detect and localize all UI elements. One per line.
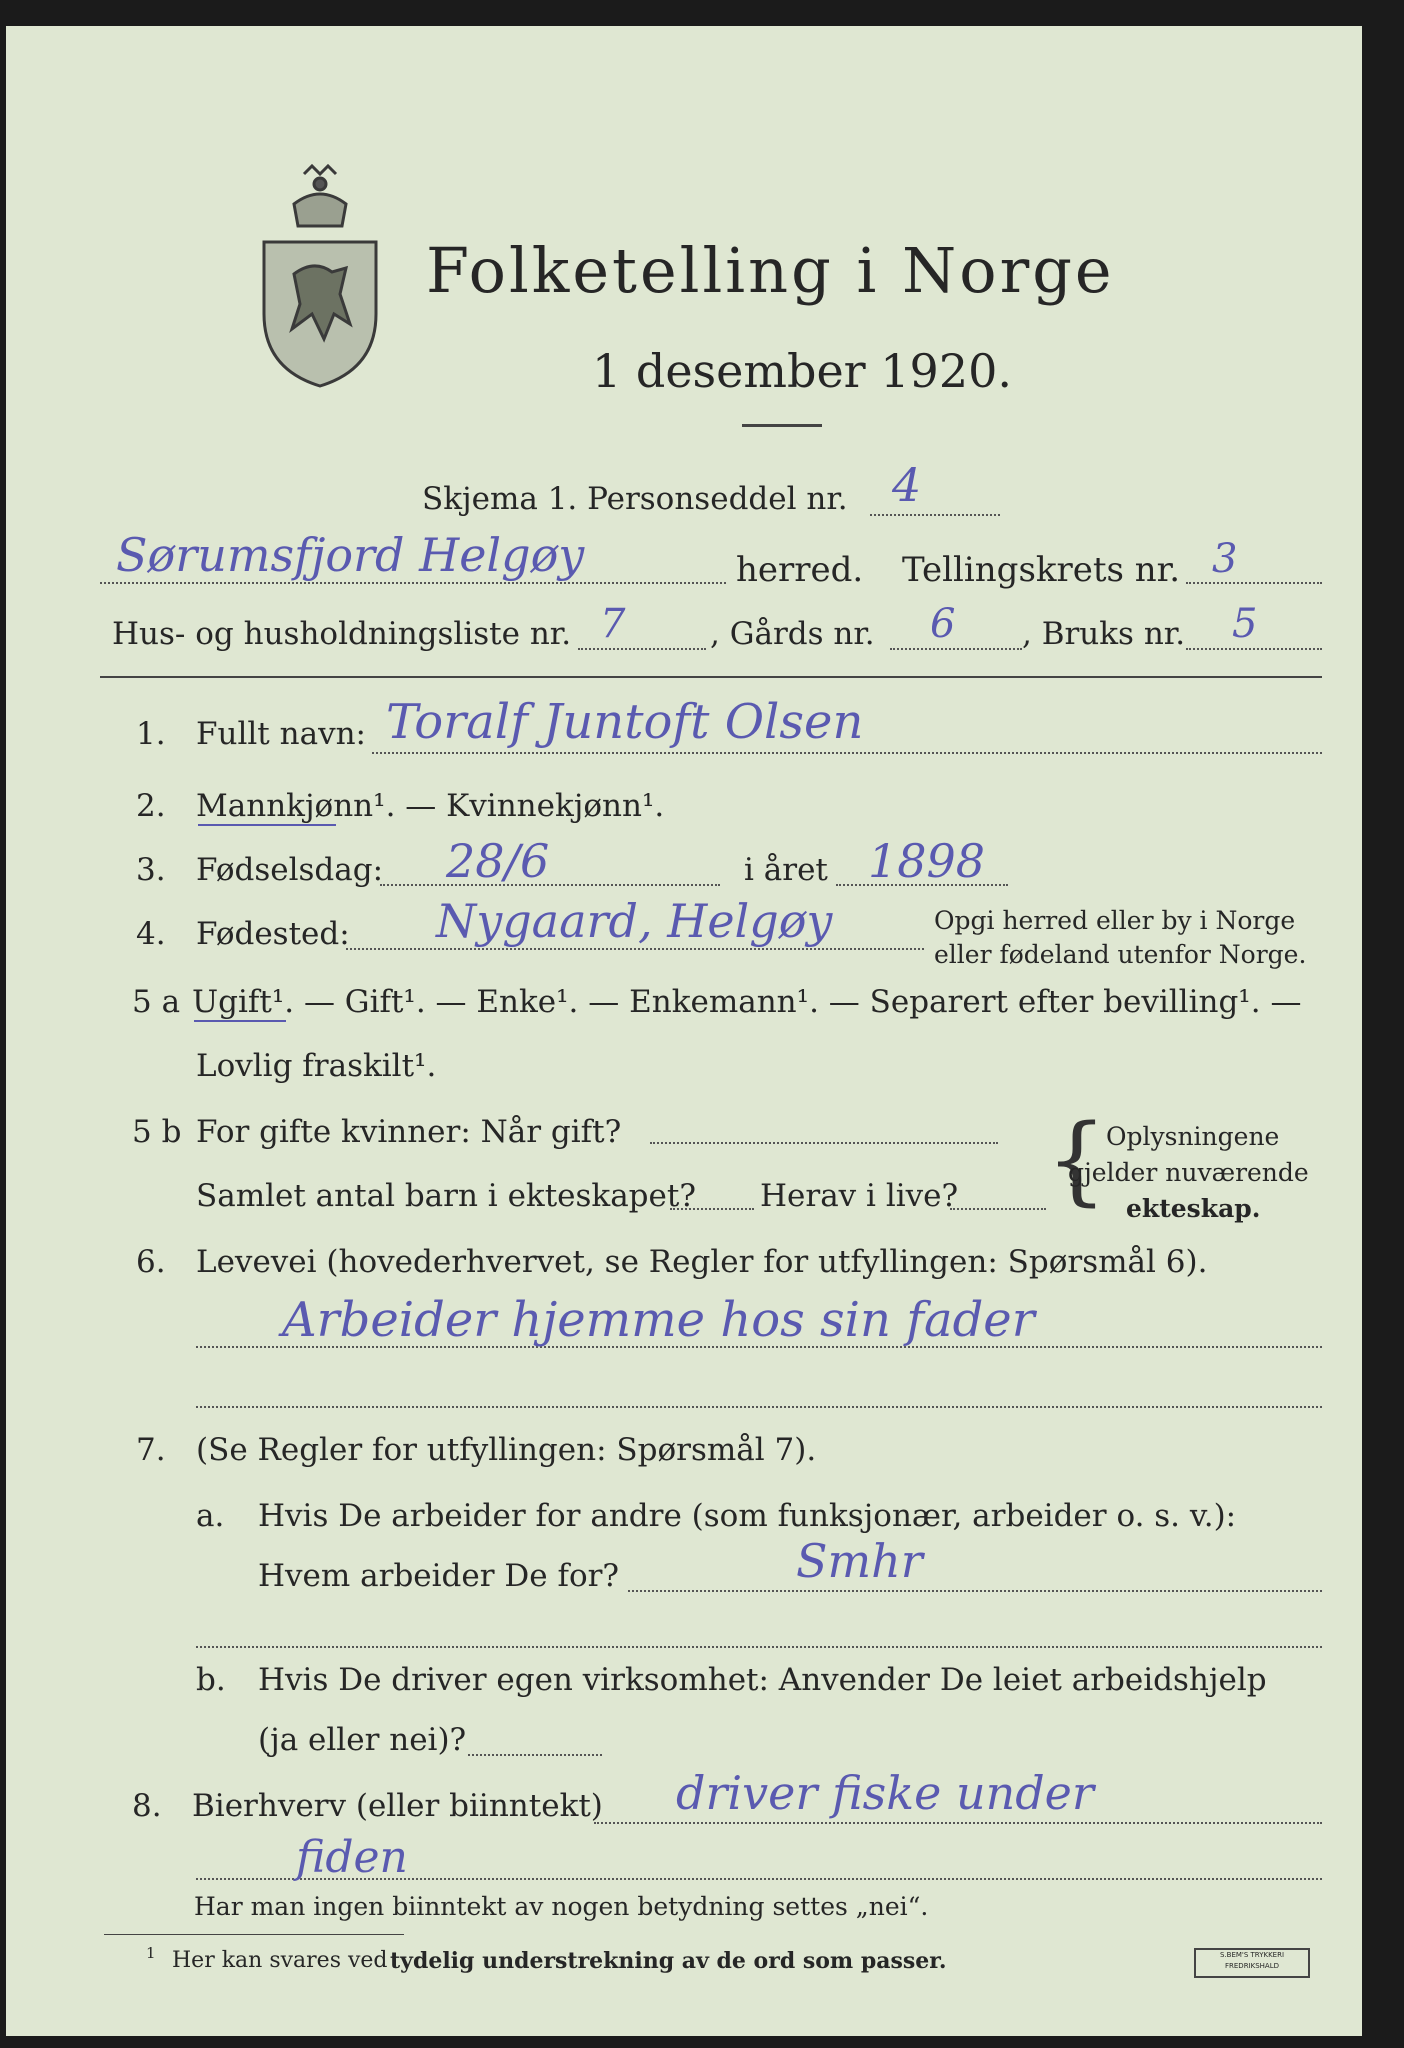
q7b-letter: b. xyxy=(196,1662,226,1698)
q4-label: Fødested: xyxy=(196,916,350,952)
q3-year-value[interactable]: 1898 xyxy=(868,834,986,888)
q6-label: Levevei (hovederhvervet, se Regler for utfyllingen: Spørsmål 6). xyxy=(196,1244,1208,1280)
q7a-label-1: Hvis De arbeider for andre (som funksjonær, arbeider o. s. v.): xyxy=(258,1498,1237,1534)
q8-number: 8. xyxy=(132,1788,162,1824)
q4-hint-line-1: Opgi herred eller by i Norge xyxy=(934,906,1296,935)
q8-line-1 xyxy=(594,1822,1322,1824)
q2-underline-mark xyxy=(198,824,336,826)
hus-label: Hus- og husholdningsliste nr. xyxy=(112,616,572,652)
q4-hint-line-2: eller fødeland utenfor Norge. xyxy=(934,940,1307,969)
q7-number: 7. xyxy=(136,1432,166,1468)
q4-birthplace-value[interactable]: Nygaard, Helgøy xyxy=(436,894,833,948)
title-divider xyxy=(742,424,822,427)
header-divider xyxy=(100,676,1322,678)
q7b-label-2: (ja eller nei)? xyxy=(258,1722,467,1758)
gards-nr-value[interactable]: 6 xyxy=(930,601,956,647)
q7a-line-1 xyxy=(628,1590,1322,1592)
q7a-label-2: Hvem arbeider De for? xyxy=(258,1558,620,1594)
q6-occupation-value[interactable]: Arbeider hjemme hos sin fader xyxy=(282,1292,1035,1348)
q5b-number: 5 b xyxy=(132,1114,182,1150)
q5b-note-3: ekteskap. xyxy=(1126,1194,1261,1223)
q5b-note-2: gjelder nuværende xyxy=(1068,1158,1309,1187)
census-date: 1 desember 1920. xyxy=(592,344,1012,398)
q2-sex-options: Mannkjønn¹. — Kvinnekjønn¹. xyxy=(196,788,665,824)
gards-label: , Gårds nr. xyxy=(710,616,875,652)
q5b-label-3: Herav i live? xyxy=(760,1178,959,1214)
printer-stamp: S.BEM'S TRYKKERI FREDRIKSHALD xyxy=(1194,1948,1310,1978)
q4-number: 4. xyxy=(136,916,166,952)
q5b-brace: { xyxy=(1046,1104,1108,1216)
personseddel-nr-value[interactable]: 4 xyxy=(892,458,922,512)
tellingskrets-line xyxy=(1186,582,1322,584)
q8-sideline-value-1[interactable]: driver fiske under xyxy=(676,1766,1094,1820)
q3-year-label: i året xyxy=(744,852,828,888)
q8-sideline-value-2[interactable]: fiden xyxy=(296,1832,408,1883)
q7a-employer-value[interactable]: Smhr xyxy=(796,1534,923,1588)
q8-note: Har man ingen biinntekt av nogen betydning settes „nei“. xyxy=(194,1892,929,1921)
hus-nr-value[interactable]: 7 xyxy=(600,601,626,647)
footnote-text: Her kan svares ved xyxy=(172,1948,388,1973)
q8-label: Bierhverv (eller biinntekt) xyxy=(192,1788,603,1824)
herred-label: herred. xyxy=(736,550,864,590)
q3-day-line xyxy=(380,884,720,886)
q5b-alive-line xyxy=(950,1208,1046,1210)
q6-number: 6. xyxy=(136,1244,166,1280)
q5b-note-1: Oplysningene xyxy=(1106,1122,1280,1151)
tellingskrets-label: Tellingskrets nr. xyxy=(902,550,1181,590)
bruks-nr-value[interactable]: 5 xyxy=(1232,601,1258,647)
q2-number: 2. xyxy=(136,788,166,824)
q5a-number: 5 a xyxy=(132,984,181,1020)
q3-label: Fødselsdag: xyxy=(196,852,384,888)
q1-number: 1. xyxy=(136,716,166,752)
q7a-letter: a. xyxy=(196,1498,225,1534)
footnote-emphasis: tydelig understrekning av de ord som passer. xyxy=(390,1948,947,1974)
q6-line-2 xyxy=(196,1406,1322,1408)
footnote-divider xyxy=(104,1934,404,1935)
q7-label: (Se Regler for utfyllingen: Spørsmål 7). xyxy=(196,1432,817,1468)
q5b-children-line xyxy=(670,1208,754,1210)
skjema-label: Skjema 1. Personseddel nr. xyxy=(422,481,848,517)
bruks-label: , Bruks nr. xyxy=(1022,616,1186,652)
census-form-page xyxy=(6,26,1362,2036)
q7b-label-1: Hvis De driver egen virksomhet: Anvender De leiet arbeidshjelp xyxy=(258,1662,1267,1698)
q7a-line-2 xyxy=(196,1646,1322,1648)
form-title: Folketelling i Norge xyxy=(426,234,1115,307)
q1-line xyxy=(372,752,1322,754)
herred-line xyxy=(100,582,726,584)
q5a-marital-options: Ugift¹. — Gift¹. — Enke¹. — Enkemann¹. — Separert efter bevilling¹. — xyxy=(192,984,1302,1020)
q5b-married-line xyxy=(650,1142,998,1144)
gards-line xyxy=(890,648,1022,650)
q5b-label-1: For gifte kvinner: Når gift? xyxy=(196,1114,622,1150)
tellingskrets-nr-value[interactable]: 3 xyxy=(1212,536,1238,582)
herred-value[interactable]: Sørumsfjord Helgøy xyxy=(116,528,585,582)
q7b-line xyxy=(468,1754,602,1756)
q1-full-name-value[interactable]: Toralf Juntoft Olsen xyxy=(386,694,864,750)
q5a-underline-mark xyxy=(194,1020,286,1022)
footnote-mark: 1 xyxy=(146,1944,156,1962)
q1-label: Fullt navn: xyxy=(196,716,366,752)
bruks-line xyxy=(1186,648,1322,650)
hus-line xyxy=(578,648,706,650)
personseddel-line xyxy=(870,514,1000,516)
norway-coat-of-arms-icon xyxy=(254,164,386,394)
q3-number: 3. xyxy=(136,852,166,888)
q5a-marital-options-2: Lovlig fraskilt¹. xyxy=(196,1048,437,1084)
q5b-label-2: Samlet antal barn i ekteskapet? xyxy=(196,1178,696,1214)
q3-day-value[interactable]: 28/6 xyxy=(446,834,550,888)
q4-line xyxy=(346,948,924,950)
